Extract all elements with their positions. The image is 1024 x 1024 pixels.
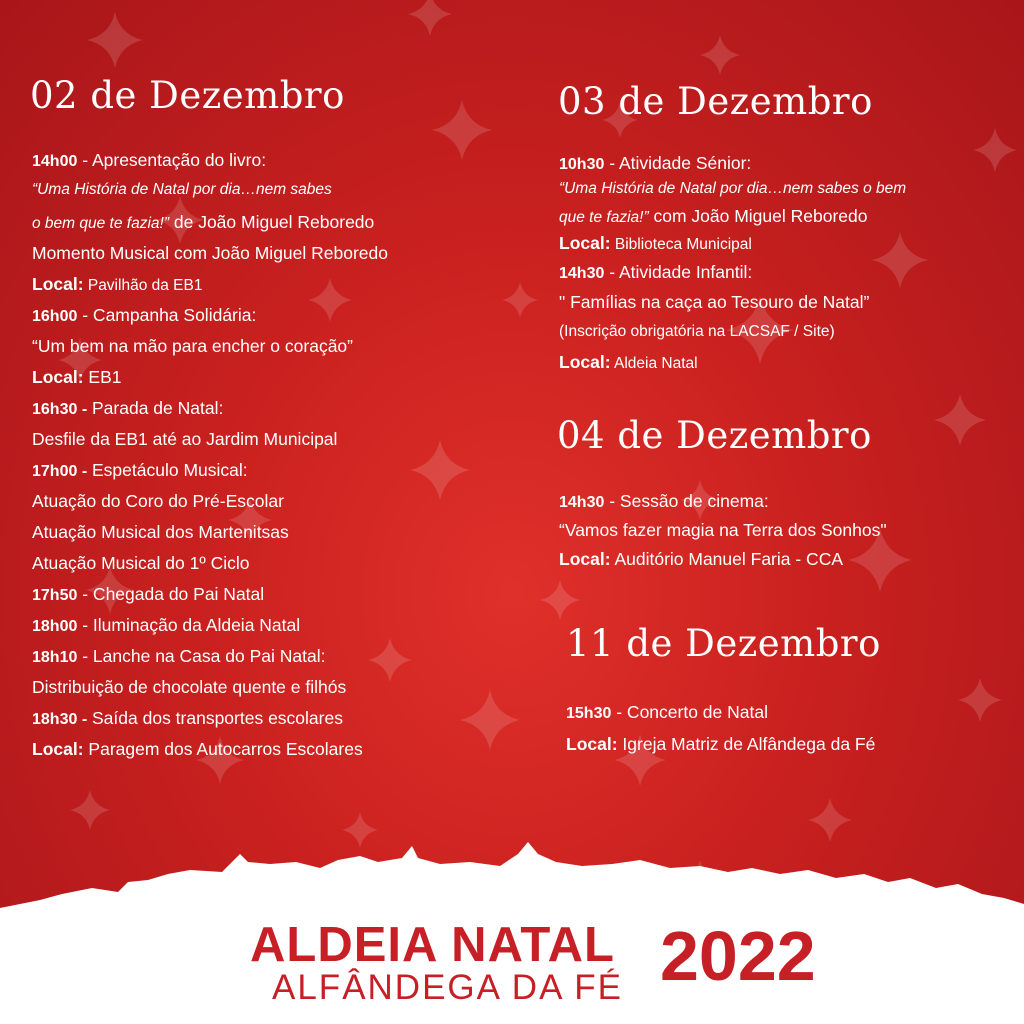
location-label: Local: (32, 274, 84, 294)
location-value: Aldeia Natal (610, 355, 698, 372)
event-location-line (566, 734, 875, 755)
event-time: 14h30 (559, 265, 605, 282)
event-detail-line (559, 206, 867, 227)
event-time: 14h00 (32, 153, 78, 170)
event-description: - Campanha Solidária: (77, 305, 257, 325)
location-label: Local: (559, 549, 611, 569)
event-description: Espetáculo Musical: (87, 460, 248, 480)
event-detail-line: Atuação Musical do 1º Ciclo (32, 553, 250, 573)
event-detail-line: Atuação Musical dos Martenitsas (32, 522, 289, 542)
event-description: Parada de Natal: (87, 398, 224, 418)
event-detail-line: “Um bem na mão para encher o coração” (32, 336, 353, 356)
event-time: 16h30 - (32, 401, 88, 418)
day-title-04-dezembro: 04 de Dezembro (557, 414, 872, 457)
location-value: Auditório Manuel Faria - CCA (610, 549, 844, 569)
event-location-line (32, 367, 122, 388)
event-time: 18h30 - (32, 711, 88, 728)
day-title-02-dezembro: 02 de Dezembro (30, 74, 345, 117)
event-location-line (32, 739, 363, 760)
event-description: - Apresentação do livro: (77, 150, 267, 170)
event-detail-line: " Famílias na caça ao Tesouro de Natal” (559, 292, 870, 312)
event-time-line (32, 615, 300, 636)
event-time-line (559, 491, 769, 512)
location-value: Pavilhão da EB1 (83, 277, 203, 294)
event-time: 14h30 (559, 494, 605, 511)
sparkle-star-icon (408, 0, 452, 36)
sparkle-star-icon (410, 440, 470, 500)
event-description: - Iluminação da Aldeia Natal (77, 615, 301, 635)
event-time: 18h10 (32, 649, 78, 666)
event-detail-line (32, 212, 374, 233)
event-time: 17h00 - (32, 463, 88, 480)
location-label: Local: (566, 734, 618, 754)
event-location-line (559, 549, 843, 570)
event-detail-line: “Uma História de Natal por dia…nem sabes (32, 181, 332, 198)
event-time-line (32, 460, 248, 481)
location-label: Local: (559, 233, 611, 253)
day-title-11-dezembro: 11 de Dezembro (566, 622, 881, 665)
event-detail-italic: o bem que te fazia!” (32, 215, 169, 232)
event-time-line (32, 708, 343, 729)
event-time-line (32, 150, 266, 171)
location-label: Local: (32, 739, 84, 759)
event-time: 15h30 (566, 705, 612, 722)
event-detail-line: Atuação do Coro do Pré-Escolar (32, 491, 284, 511)
event-detail-line: “Vamos fazer magia na Terra dos Sonhos" (559, 520, 887, 540)
event-time: 18h00 (32, 618, 78, 635)
event-description: Saída dos transportes escolares (87, 708, 343, 728)
event-description: - Concerto de Natal (611, 702, 768, 722)
sparkle-star-icon (502, 282, 538, 318)
event-detail-line: Distribuição de chocolate quente e filhós (32, 677, 347, 697)
event-detail-italic: que te fazia!” (559, 209, 649, 226)
event-detail: de João Miguel Reboredo (169, 212, 375, 232)
sparkle-star-icon (308, 278, 352, 322)
sparkle-star-icon (973, 128, 1017, 172)
event-description: - Sessão de cinema: (604, 491, 769, 511)
event-detail-line: Momento Musical com João Miguel Reboredo (32, 243, 388, 263)
event-time: 17h50 (32, 587, 78, 604)
sparkle-star-icon (368, 638, 412, 682)
event-description: - Lanche na Casa do Pai Natal: (77, 646, 326, 666)
day-title-03-dezembro: 03 de Dezembro (558, 80, 873, 123)
event-location-line (32, 274, 202, 295)
sparkle-star-icon (540, 580, 580, 620)
sparkle-star-icon (808, 798, 852, 842)
event-time-line (32, 584, 264, 605)
location-value: Igreja Matriz de Alfândega da Fé (617, 734, 876, 754)
event-detail-line: (Inscrição obrigatória na LACSAF / Site) (559, 323, 835, 340)
brand-subtitle: ALFÂNDEGA DA FÉ (272, 968, 623, 1007)
event-time: 16h00 (32, 308, 78, 325)
event-description: - Chegada do Pai Natal (77, 584, 265, 604)
event-time-line (32, 646, 325, 667)
event-detail-line: “Uma História de Natal por dia…nem sabes o bem (559, 180, 907, 197)
location-value: Paragem dos Autocarros Escolares (83, 739, 363, 759)
event-location-line (559, 352, 698, 373)
event-time-line (559, 153, 751, 174)
location-label: Local: (32, 367, 84, 387)
event-description: - Atividade Infantil: (604, 262, 753, 282)
event-time-line (32, 305, 256, 326)
brand-year: 2022 (660, 917, 816, 995)
sparkle-star-icon (958, 678, 1002, 722)
event-detail-line: Desfile da EB1 até ao Jardim Municipal (32, 429, 338, 449)
sparkle-star-icon (700, 35, 740, 75)
sparkle-star-icon (70, 790, 110, 830)
event-time-line (32, 398, 223, 419)
event-time-line (559, 262, 752, 283)
sparkle-star-icon (460, 690, 520, 750)
brand-title: ALDEIA NATAL (250, 918, 615, 972)
sparkle-star-icon (87, 12, 143, 68)
sparkle-star-icon (872, 232, 928, 288)
event-description: - Atividade Sénior: (604, 153, 752, 173)
location-value: Biblioteca Municipal (610, 236, 752, 253)
event-detail: com João Miguel Reboredo (648, 206, 868, 226)
location-label: Local: (559, 352, 611, 372)
sparkle-star-icon (934, 394, 986, 446)
event-time: 10h30 (559, 156, 605, 173)
event-time-line (566, 702, 768, 723)
sparkle-star-icon (432, 100, 492, 160)
location-value: EB1 (83, 367, 122, 387)
event-location-line (559, 233, 752, 254)
